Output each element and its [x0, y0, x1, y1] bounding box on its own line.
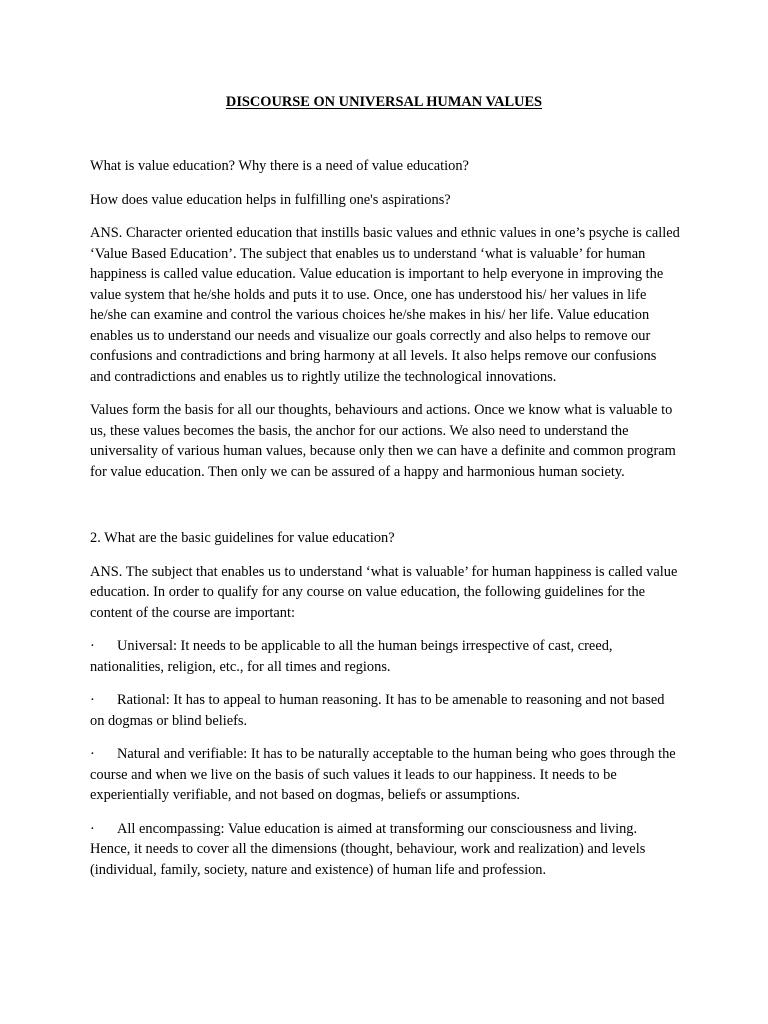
bullet-item-rational [90, 690, 680, 731]
bullet-item-natural-verifiable [90, 744, 680, 806]
bullet-dot-icon: · [90, 746, 95, 762]
bullet-dot-icon: · [90, 820, 95, 837]
answer-2-intro: ANS. The subject that enables us to understand ‘what is valuable’ for human happiness is called value education. In order to qualify for any course on value education, the following guidelines for the content of the course are important: [90, 563, 678, 621]
bullet-text: Natural and verifiable: It has to be naturally acceptable to the human being who goes through the course and when we live on the basis of such values it leads to our happiness. It needs to be experientially verifiable, and not based on dogmas, beliefs or assumptions. [90, 746, 676, 803]
bullet-text: Rational: It has to appeal to human reasoning. It has to be amenable to reasoning and not based on dogmas or blind beliefs. [90, 692, 665, 729]
bullet-dot-icon: · [90, 692, 95, 708]
answer-1-paragraph-1: ANS. Character oriented education that instills basic values and ethnic values in one’s psyche is called ‘Value Based Education’. The subject that enables us to understand ‘what is valuable’ for human happiness is called value education. Value education is important to help everyone in improving the value system that he/she holds and puts it to use. Once, one has understood his/ her values in life he/she can examine and control the various choices he/she makes in his/ her life. Value education enables us to understand our needs and visualize our goals correctly and also helps to remove our confusions and contradictions and bring harmony at all levels. It also helps remove our confusions and contradictions and enables us to rightly utilize the technological innovations. [90, 225, 680, 385]
document-body [90, 156, 680, 893]
bullet-text: Universal: It needs to be applicable to all the human beings irrespective of cast, creed, nationalities, religion, etc., for all times and regions. [90, 638, 613, 675]
question-1: What is value education? Why there is a need of value education? [90, 158, 469, 174]
bullet-dot-icon: · [90, 638, 95, 654]
document-title: DISCOURSE ON UNIVERSAL HUMAN VALUES [225, 94, 543, 110]
bullet-item-universal [90, 636, 680, 677]
bullet-text: All encompassing: Value education is aimed at transforming our consciousness and living. Hence, it needs to cover all the dimensions (thought, behaviour, work and realization) and levels (individual, family, society, nature and existence) of human life and profession. [90, 820, 646, 878]
question-2: 2. What are the basic guidelines for value education? [90, 530, 395, 546]
answer-1-paragraph-2: Values form the basis for all our thoughts, behaviours and actions. Once we know what is valuable to us, these values becomes the basis, the anchor for our actions. We also need to understand the universality of various human values, because only then we can have a definite and common program for value education. Then only we can be assured of a happy and harmonious human society. [90, 402, 676, 480]
bullet-item-all-encompassing [90, 819, 680, 881]
section-spacer [90, 495, 680, 528]
question-1b: How does value education helps in fulfilling one's aspirations? [90, 191, 451, 208]
